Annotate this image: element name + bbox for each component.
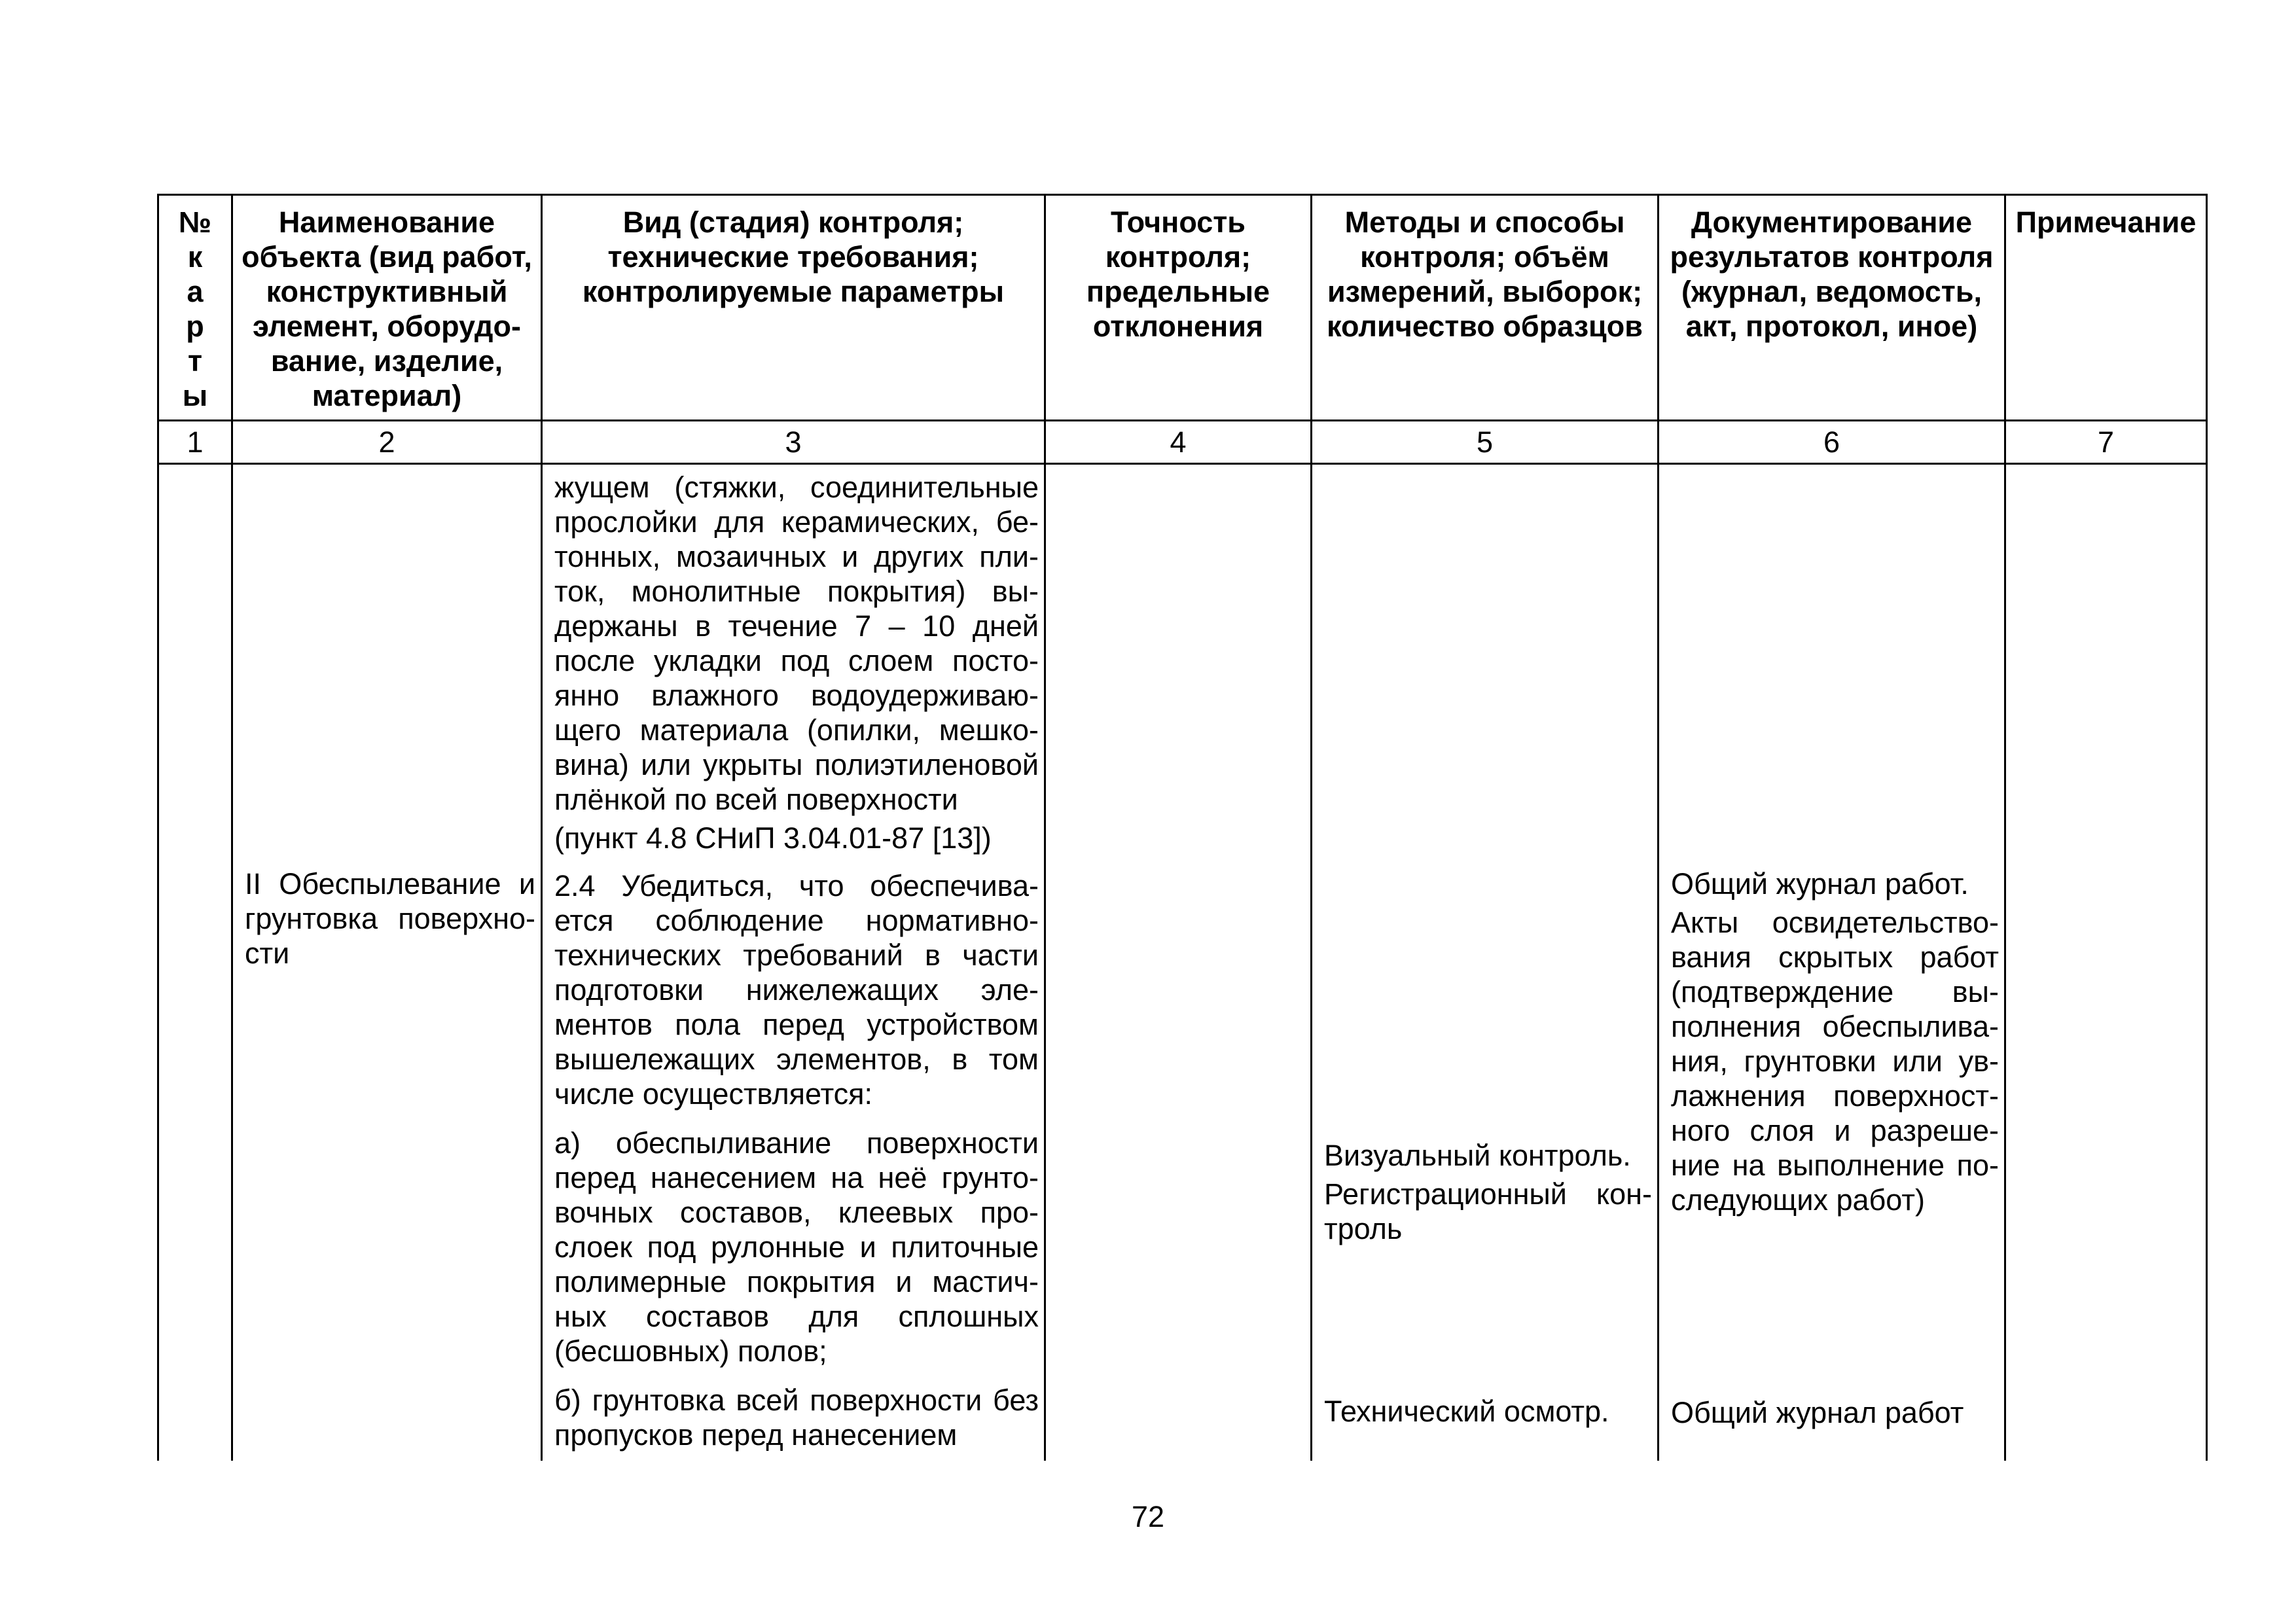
requirement-2-4: 2.4 Убедиться, что обеспечива-ется соблюдение нормативно-технических требований в части подготовки нижележащих эле-ментов пола перед устройством вышележащих элементов, в том числе осуществляется: xyxy=(554,869,1039,1111)
continuation-text: жущем (стяжки, соединительные прослойки для керамических, бе-тонных, мозаичных и других пли-ток, монолитные покрытия) вы-держаны в течение 7 – 10 дней после укладки под слоем посто-янно влажного водоудерживаю-щего материала (опилки, мешко-вина) или укрыты полиэтиленовой плёнкой по всей поверхности xyxy=(554,471,1039,816)
accuracy-cell xyxy=(1045,464,1312,1461)
method-visual: Визуальный контроль. xyxy=(1324,1139,1631,1172)
control-table xyxy=(157,194,2208,1461)
header-card-number: № к а р т ы xyxy=(158,195,232,421)
page-number: 72 xyxy=(1131,1500,1165,1533)
method-inspection: Технический осмотр. xyxy=(1324,1395,1609,1428)
table-row xyxy=(158,464,2207,1461)
method-registration: Регистрационный кон-троль xyxy=(1324,1177,1652,1245)
requirement-b: б) грунтовка всей поверхности без пропусков перед нанесением xyxy=(554,1383,1039,1452)
doc-general-journal: Общий журнал работ. xyxy=(1671,867,1969,901)
column-number: 4 xyxy=(1045,421,1312,464)
column-number-row xyxy=(158,421,2207,464)
doc-hidden-works-acts: Акты освидетельство-вания скрытых работ (подтверждение вы-полнения обеспылива-ния, грунтовки или ув-лажнения поверхност-ного слоя и разреше-ние на выполнение по-следующих работ) xyxy=(1671,906,1999,1217)
header-accuracy: Точность контроля; предельные отклонения xyxy=(1045,195,1312,421)
requirement-a: а) обеспыливание поверхности перед нанесением на неё грунто-вочных составов, клеевых про-слоек под рулонные и плиточные полимерные покрытия и мастич-ных составов для сплошных (бесшовных) полов; xyxy=(554,1126,1039,1368)
header-row xyxy=(158,195,2207,421)
header-object-name: Наименование объекта (вид работ, конструктивный элемент, оборудо-вание, изделие, материал) xyxy=(232,195,542,421)
header-notes: Примечание xyxy=(2005,195,2207,421)
documentation-cell xyxy=(1659,464,2005,1461)
section-title: II Обеспылевание и грунтовка поверхно-сти xyxy=(245,867,535,970)
continuation-reference: (пункт 4.8 СНиП 3.04.01-87 [13]) xyxy=(554,821,992,855)
header-documentation: Документирование результатов контроля (журнал, ведомость, акт, протокол, иное) xyxy=(1659,195,2005,421)
column-number: 2 xyxy=(232,421,542,464)
column-number: 1 xyxy=(158,421,232,464)
column-number: 3 xyxy=(542,421,1045,464)
column-number: 6 xyxy=(1659,421,2005,464)
methods-cell xyxy=(1312,464,1659,1461)
header-methods: Методы и способы контроля; объём измерений, выборок; количество образцов xyxy=(1312,195,1659,421)
column-number: 7 xyxy=(2005,421,2207,464)
column-number: 5 xyxy=(1312,421,1659,464)
notes-cell xyxy=(2005,464,2207,1461)
requirements-cell xyxy=(542,464,1045,1461)
object-cell xyxy=(232,464,542,1461)
header-control-type: Вид (стадия) контроля; технические требования; контролируемые параметры xyxy=(542,195,1045,421)
card-number-cell xyxy=(158,464,232,1461)
doc-general-journal-b: Общий журнал работ xyxy=(1671,1396,1964,1429)
